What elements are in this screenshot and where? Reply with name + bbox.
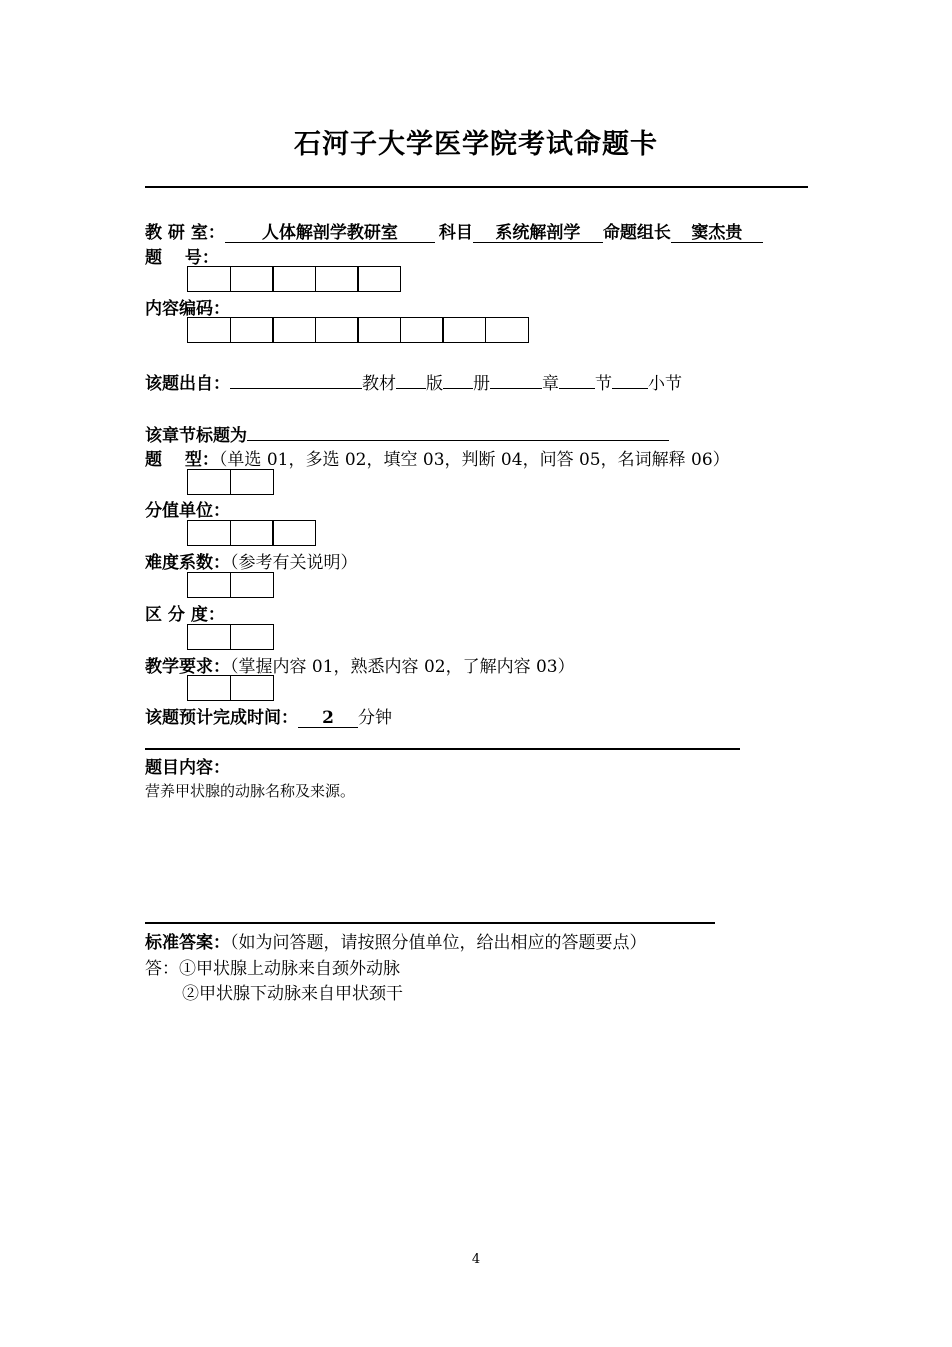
qtype-row	[145, 445, 730, 470]
box-cell[interactable]	[315, 266, 359, 292]
time-label: 该题预计完成时间：	[145, 708, 298, 728]
box-cell[interactable]	[230, 317, 274, 343]
box-cell[interactable]	[272, 520, 316, 546]
teaching-hint: （掌握内容 01，熟悉内容 02，了解内容 03）	[230, 657, 575, 677]
qtype-hint: （单选 01，多选 02，填空 03，判断 04，问答 05，名词解释 06）	[218, 450, 730, 470]
box-cell[interactable]	[230, 469, 274, 495]
chapter-title-row	[145, 421, 669, 446]
box-cell[interactable]	[442, 317, 486, 343]
subsection-blank[interactable]	[612, 374, 648, 389]
time-row	[145, 703, 392, 728]
subject-label: 科目	[438, 223, 473, 243]
time-value: 2	[298, 709, 358, 728]
time-unit: 分钟	[358, 708, 392, 728]
subject-value: 系统解剖学	[473, 224, 603, 243]
answer-hint: （如为问答题，请按照分值单位，给出相应的答题要点）	[230, 933, 647, 953]
box-cell[interactable]	[400, 317, 444, 343]
source-volume: 册	[473, 374, 490, 394]
answer-divider	[145, 922, 715, 924]
box-cell[interactable]	[272, 317, 316, 343]
box-cell[interactable]	[357, 266, 401, 292]
content-code-boxes[interactable]	[187, 317, 529, 343]
source-section: 节	[595, 374, 612, 394]
difficulty-label: 难度系数：	[145, 553, 230, 573]
qtype-boxes[interactable]	[187, 469, 274, 495]
header-row	[145, 218, 763, 243]
teaching-label: 教学要求：	[145, 657, 230, 677]
box-cell[interactable]	[272, 266, 316, 292]
difficulty-row	[145, 548, 358, 573]
leader-value: 窦杰贵	[671, 224, 763, 243]
question-label: 题目内容：	[145, 758, 230, 778]
box-cell[interactable]	[187, 266, 231, 292]
box-cell[interactable]	[230, 266, 274, 292]
source-label: 该题出自：	[145, 374, 230, 394]
discrimination-label: 区 分 度：	[145, 605, 225, 625]
box-cell[interactable]	[187, 317, 231, 343]
score-unit-boxes[interactable]	[187, 520, 316, 546]
question-divider	[145, 748, 740, 750]
answer-text-2: ②甲状腺下动脉来自甲状颈干	[182, 984, 403, 1004]
chapter-title-label: 该章节标题为	[145, 426, 247, 446]
box-cell[interactable]	[187, 469, 231, 495]
leader-label: 命题组长	[602, 223, 671, 243]
source-row	[145, 369, 682, 394]
dept-label: 教 研 室：	[145, 223, 225, 243]
source-blank[interactable]	[230, 374, 362, 389]
box-cell[interactable]	[230, 572, 274, 598]
content-code-label: 内容编码：	[145, 299, 230, 319]
question-text: 营养甲状腺的动脉名称及来源。	[145, 782, 356, 800]
source-chapter: 章	[542, 374, 559, 394]
volume-blank[interactable]	[443, 374, 473, 389]
question-no-label: 题 号：	[145, 248, 219, 268]
answer-label: 标准答案：	[145, 933, 230, 953]
box-cell[interactable]	[230, 624, 274, 650]
title-divider	[145, 186, 808, 188]
teaching-boxes[interactable]	[187, 675, 274, 701]
score-unit-label: 分值单位：	[145, 501, 230, 521]
difficulty-boxes[interactable]	[187, 572, 274, 598]
box-cell[interactable]	[230, 675, 274, 701]
answer-prefix: 答：	[145, 959, 179, 979]
teaching-row	[145, 652, 575, 677]
box-cell[interactable]	[357, 317, 401, 343]
question-no-boxes[interactable]	[187, 266, 401, 292]
source-subsection: 小节	[648, 374, 682, 394]
answer-line-1	[145, 954, 400, 979]
section-blank[interactable]	[559, 374, 595, 389]
page-title: 石河子大学医学院考试命题卡	[294, 129, 658, 160]
qtype-label: 题 型：	[145, 450, 219, 470]
source-edition: 版	[426, 374, 443, 394]
answer-text-1: ①甲状腺上动脉来自颈外动脉	[179, 959, 400, 979]
chapter-title-blank[interactable]	[247, 426, 669, 441]
box-cell[interactable]	[230, 520, 274, 546]
box-cell[interactable]	[187, 624, 231, 650]
page-number: 4	[471, 1252, 481, 1267]
dept-value: 人体解剖学教研室	[225, 224, 435, 243]
answer-row	[145, 928, 647, 953]
source-textbook: 教材	[362, 374, 396, 394]
difficulty-hint: （参考有关说明）	[230, 553, 358, 573]
box-cell[interactable]	[187, 675, 231, 701]
box-cell[interactable]	[315, 317, 359, 343]
chapter-blank[interactable]	[490, 374, 542, 389]
box-cell[interactable]	[485, 317, 529, 343]
box-cell[interactable]	[187, 520, 231, 546]
discrimination-boxes[interactable]	[187, 624, 274, 650]
edition-blank[interactable]	[396, 374, 426, 389]
box-cell[interactable]	[187, 572, 231, 598]
